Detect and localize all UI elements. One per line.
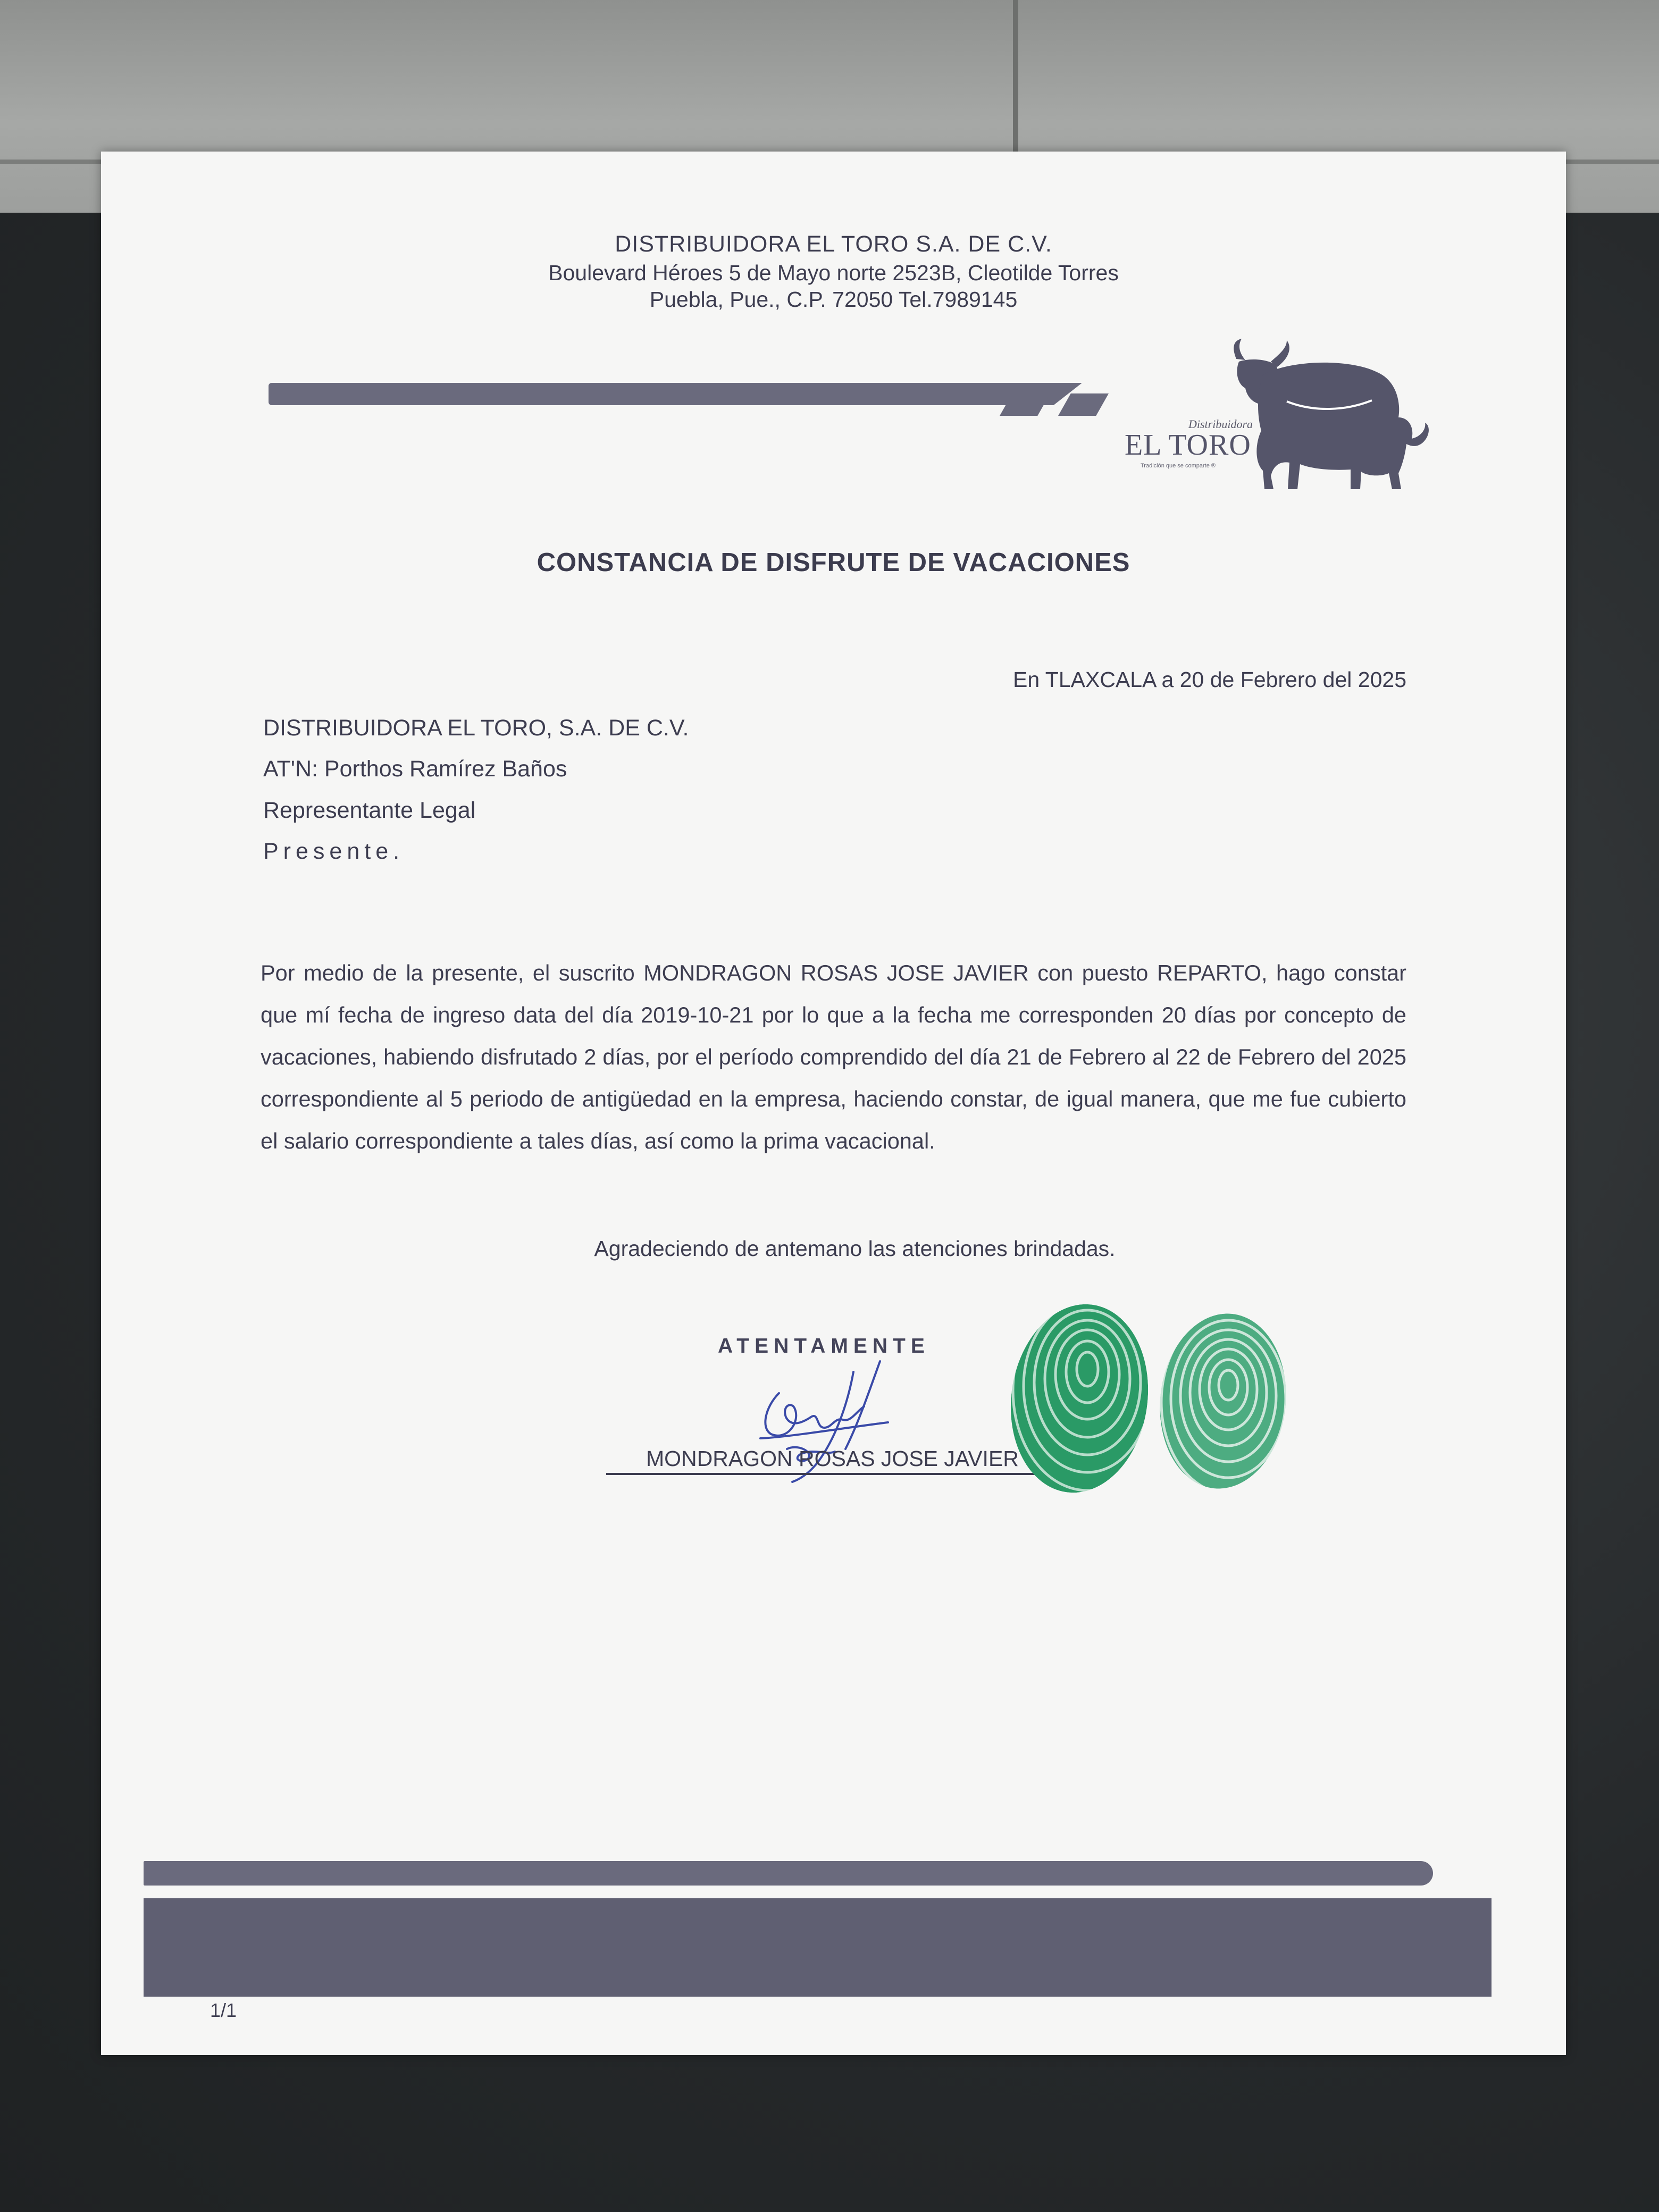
- logo-tagline: Tradición que se comparte ®: [1141, 463, 1216, 469]
- logo-small-text: Distribuidora: [1188, 417, 1253, 431]
- document-page: [101, 152, 1566, 2055]
- signature-line: [606, 1473, 1048, 1475]
- footer-band-top: [144, 1861, 1433, 1886]
- letterhead-address-line-1: Boulevard Héroes 5 de Mayo norte 2523B, Cleotilde Torres: [548, 261, 1119, 285]
- fingerprint-icon: [994, 1295, 1313, 1502]
- closing-atentamente: ATENTAMENTE: [718, 1335, 930, 1358]
- logo-wordmark: EL TORO: [1125, 429, 1251, 462]
- signer-name: MONDRAGON ROSAS JOSE JAVIER: [646, 1446, 1019, 1471]
- letterhead-company-name: DISTRIBUIDORA EL TORO S.A. DE C.V.: [615, 231, 1052, 257]
- thanks-line: Agradeciendo de antemano las atenciones brindadas.: [594, 1236, 1116, 1261]
- addressee-attention: AT'N: Porthos Ramírez Baños: [263, 756, 567, 782]
- addressee-presente: Presente.: [263, 839, 405, 864]
- page-number: 1/1: [210, 1999, 237, 2021]
- header-band-chunk: [1058, 393, 1109, 416]
- document-title: CONSTANCIA DE DISFRUTE DE VACACIONES: [537, 548, 1130, 577]
- floor-seam: [1013, 0, 1018, 160]
- body-paragraph: Por medio de la presente, el suscrito MONDRAGON ROSAS JOSE JAVIER con puesto REPARTO, hago constar que mí fecha de ingreso data del día 2019-10-21 por lo que a la fecha me corresponden 20 días por concepto de vacaciones, habiendo disfrutado 2 días, por el período comprendido del día 21 de Febrero al 22 de Febrero del 2025 correspondiente al 5 periodo de antigüedad en la empresa, haciendo constar, de igual manera, que me fue cubierto el salario correspondiente a tales días, así como la prima vacacional.: [261, 960, 1406, 1153]
- addressee-company: DISTRIBUIDORA EL TORO, S.A. DE C.V.: [263, 715, 689, 741]
- addressee-role: Representante Legal: [263, 798, 476, 823]
- footer-band-bottom: [144, 1898, 1492, 1997]
- letterhead-address-line-2: Puebla, Pue., C.P. 72050 Tel.7989145: [649, 287, 1018, 312]
- bull-icon: [1111, 338, 1505, 513]
- header-band: [269, 383, 1082, 405]
- place-and-date: En TLAXCALA a 20 de Febrero del 2025: [1012, 667, 1406, 692]
